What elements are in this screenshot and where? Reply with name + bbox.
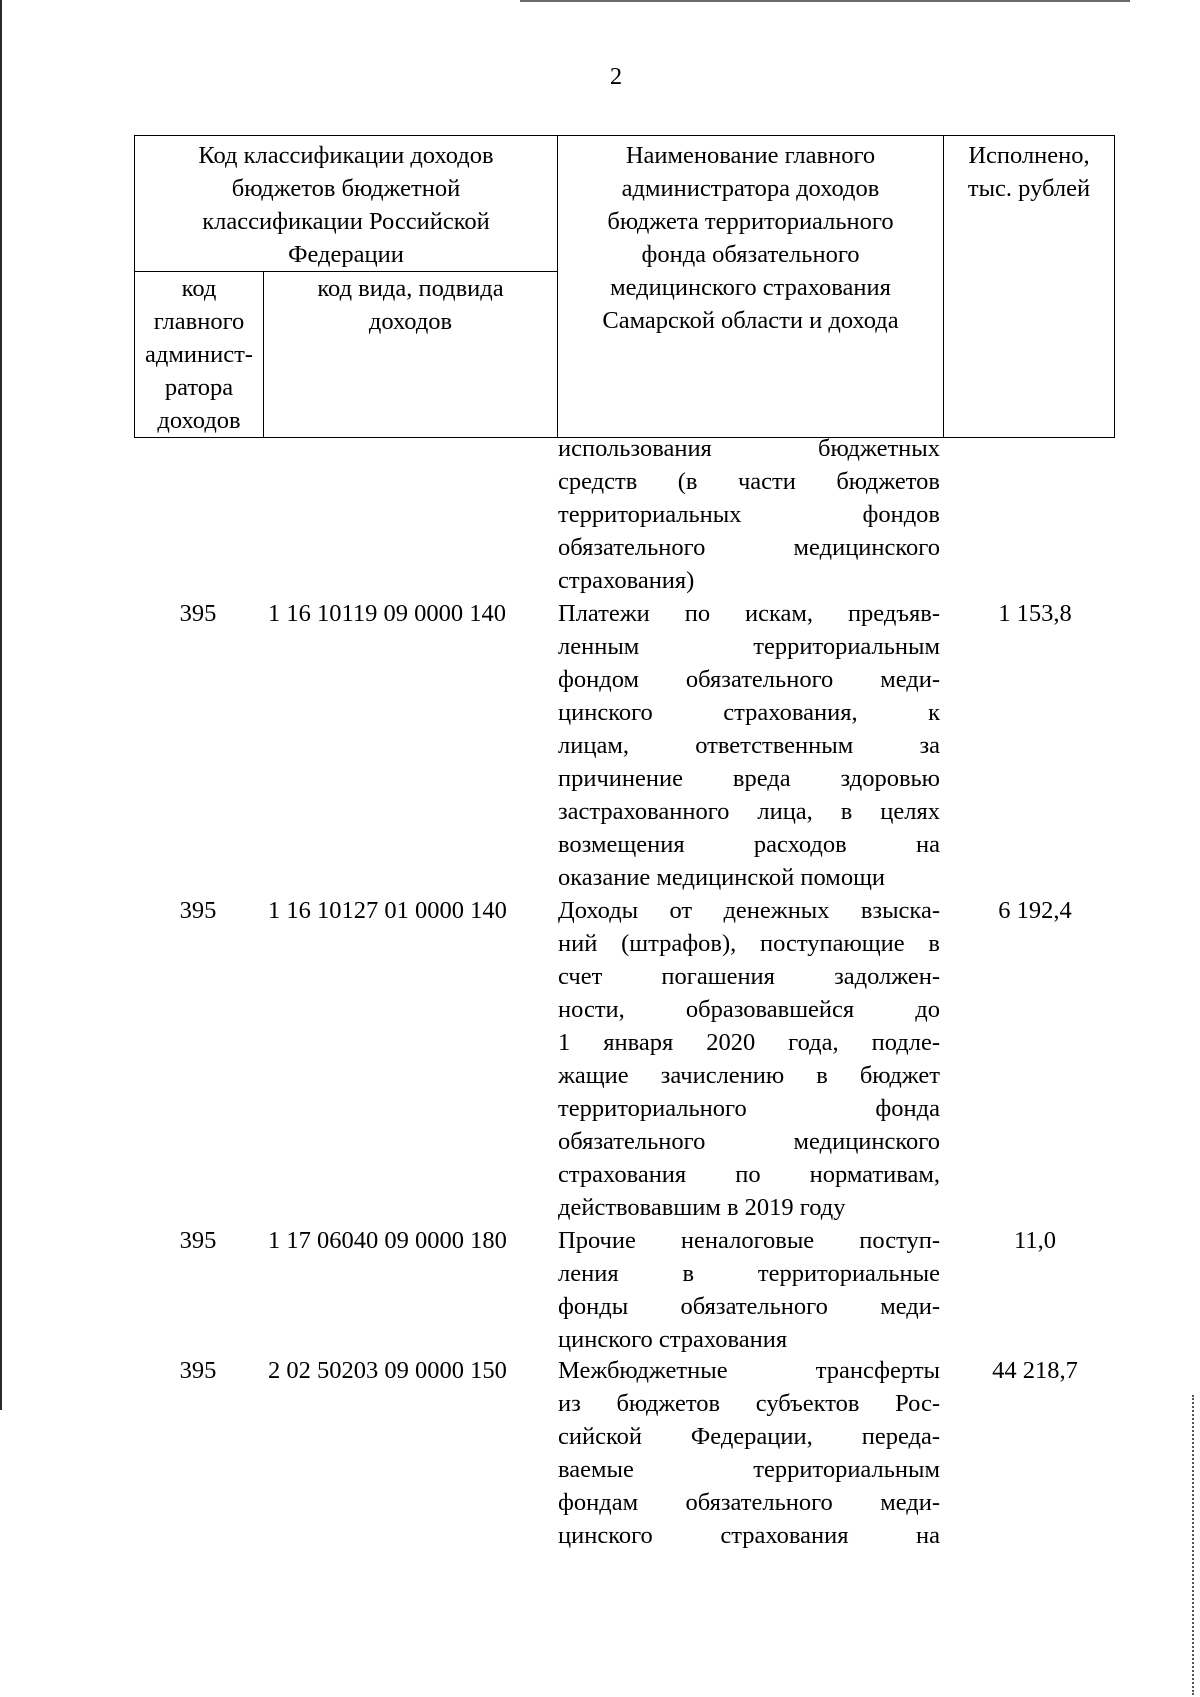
scan-edge-left: [0, 0, 2, 1410]
name-line: лицам, ответственным за: [558, 732, 940, 759]
name-line: действовавшим в 2019 году: [558, 1194, 846, 1221]
name-line: Доходы от денежных взыска-: [558, 897, 940, 924]
name-line: Прочие неналоговые поступ-: [558, 1227, 940, 1254]
name-line: фондом обязательного меди-: [558, 666, 940, 693]
header-line: доходов: [157, 407, 241, 434]
header-line: тыс. рублей: [967, 175, 1091, 202]
header-line: бюджетов бюджетной: [231, 175, 461, 202]
name-line: территориальных фондов: [558, 501, 940, 528]
name-line: страхования): [558, 567, 695, 594]
name-line: фонды обязательного меди-: [558, 1293, 940, 1320]
header-line: Код классификации доходов: [198, 142, 494, 169]
row-executed-value: 1 153,8: [998, 600, 1072, 627]
name-line: цинского страхования на: [558, 1522, 940, 1549]
row-income-code: 1 16 10127 01 0000 140: [268, 897, 507, 924]
header-line: классификации Российской: [202, 208, 490, 235]
name-line: Платежи по искам, предъяв-: [558, 600, 940, 627]
name-line: ний (штрафов), поступающие в: [558, 930, 940, 957]
row-executed-value: 11,0: [1014, 1227, 1056, 1254]
name-line: застрахованного лица, в целях: [558, 798, 940, 825]
header-income-code-column: [264, 272, 558, 438]
row-name: [558, 1224, 940, 1356]
header-line: Самарской области и дохода: [602, 307, 899, 334]
name-line: использования бюджетных: [558, 435, 940, 462]
table-header: [134, 135, 1115, 438]
header-line: администратора доходов: [621, 175, 880, 202]
header-admin-code-column: [135, 272, 264, 438]
name-line: возмещения расходов на: [558, 831, 940, 858]
row-name: [558, 894, 940, 1224]
row-name: [558, 597, 940, 894]
header-line: код вида, подвида: [317, 275, 504, 302]
row-admin-code: 395: [179, 897, 217, 924]
row-income-code: 1 16 10119 09 0000 140: [268, 600, 506, 627]
name-line: оказание медицинской помощи: [558, 864, 886, 891]
name-line: жащие зачислению в бюджет: [558, 1062, 940, 1089]
header-line: медицинского страхования: [610, 274, 891, 301]
row-executed-value: 44 218,7: [992, 1357, 1078, 1384]
name-line: цинского страхования, к: [558, 699, 940, 726]
header-group-classification-code: [135, 136, 558, 272]
name-line: страхования по нормативам,: [558, 1161, 940, 1188]
row-name: [558, 432, 940, 597]
page-number: 2: [609, 63, 623, 90]
header-line: фонда обязательного: [641, 241, 860, 268]
header-line: бюджета территориального: [607, 208, 894, 235]
row-income-code: 2 02 50203 09 0000 150: [268, 1357, 507, 1384]
name-line: фондам обязательного меди-: [558, 1489, 940, 1516]
header-line: ратора: [164, 374, 234, 401]
header-name-column: [558, 136, 944, 438]
header-line: главного: [153, 308, 245, 335]
name-line: территориального фонда: [558, 1095, 940, 1122]
row-name: [558, 1354, 940, 1552]
scan-edge-top: [520, 0, 1130, 2]
row-admin-code: 395: [179, 600, 217, 627]
row-income-code: 1 17 06040 09 0000 180: [268, 1227, 507, 1254]
name-line: ленным территориальным: [558, 633, 940, 660]
header-line: код: [181, 275, 217, 302]
row-executed-value: 6 192,4: [998, 897, 1072, 924]
name-line: ности, образовавшейся до: [558, 996, 940, 1023]
name-line: средств (в части бюджетов: [558, 468, 940, 495]
row-admin-code: 395: [179, 1227, 217, 1254]
name-line: обязательного медицинского: [558, 534, 940, 561]
name-line: сийской Федерации, переда-: [558, 1423, 940, 1450]
name-line: 1 января 2020 года, подле-: [558, 1029, 940, 1056]
name-line: ваемые территориальным: [558, 1456, 940, 1483]
name-line: из бюджетов субъектов Рос-: [558, 1390, 940, 1417]
header-line: админист-: [145, 341, 253, 368]
name-line: причинение вреда здоровью: [558, 765, 940, 792]
row-admin-code: 395: [179, 1357, 217, 1384]
name-line: счет погашения задолжен-: [558, 963, 940, 990]
header-line: Наименование главного: [625, 142, 876, 169]
name-line: обязательного медицинского: [558, 1128, 940, 1155]
name-line: Межбюджетные трансферты: [558, 1357, 940, 1384]
header-line: Исполнено,: [968, 142, 1090, 169]
header-line: Федерации: [288, 241, 404, 268]
name-line: ления в территориальные: [558, 1260, 940, 1287]
scan-edge-right: [1190, 1395, 1194, 1695]
header-line: доходов: [368, 308, 453, 335]
name-line: цинского страхования: [558, 1326, 788, 1353]
header-executed-column: [944, 136, 1115, 438]
